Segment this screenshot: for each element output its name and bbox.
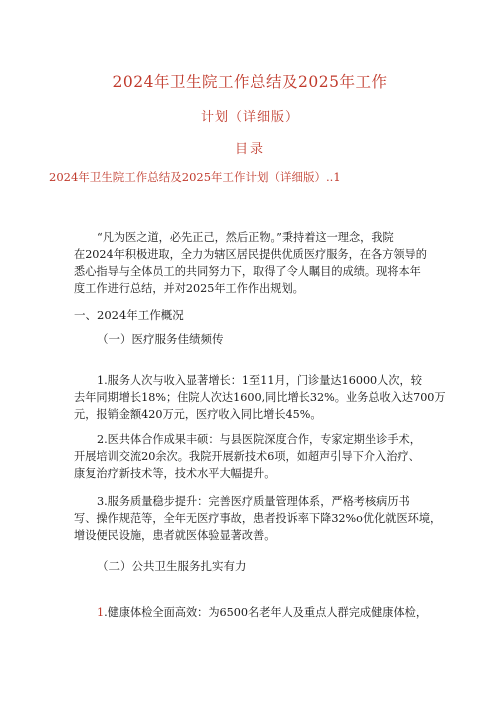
toc-entry[interactable]: 2024年卫生院工作总结及2025年工作计划（详细版）..1 [49,170,341,184]
subsection-heading-1: （一）医疗服务佳绩频传 [97,332,224,346]
item-4-paragraph [74,604,446,621]
subsection-heading-2: （二）公共卫生服务扎实有力 [97,559,247,573]
item-line: 元，报销金额420万元，医疗收入同比增长45%。 [74,408,322,421]
intro-line: “凡为医之道，必先正己，然后正物。”秉持着这一理念，我院 [97,231,394,244]
item-line: 去年同期增长18%；住院人次达1600,同比增长32%。业务总收入达700万 [74,391,446,404]
toc-heading: 目录 [234,142,265,157]
item-line: 增设便民设施，患者就医体验显著改善。 [74,529,276,542]
document-title-line2: 计划（详细版） [200,110,299,125]
item-1-paragraph [74,372,446,423]
section-heading-1: 一、2024年工作概况 [74,308,184,322]
item-line: 康复治疗新技术等，技术水平大幅提升。 [74,467,276,480]
item-number: 1 [97,606,105,619]
item-2-paragraph [74,431,446,482]
item-line: 2.医共体合作成果丰硕：与县医院深度合作，专家定期坐诊手术， [97,433,421,446]
intro-line: 在2024年积极进取，全力为辖区居民提供优质医疗服务，在各方领导的 [74,248,427,261]
intro-line: 度工作进行总结，并对2025年工作作出规划。 [74,282,304,295]
item-text: .健康体检全面高效：为6500名老年人及重点人群完成健康体检， [104,606,428,619]
item-line: 写、操作规范等，全年无医疗事故，患者投诉率下降32%o优化就医环境， [74,512,442,525]
document-title-line1: 2024年卫生院工作总结及2025年工作 [112,73,388,91]
item-line: 3.服务质量稳步提升：完善医疗质量管理体系，严格考核病历书 [97,495,410,508]
item-line [74,604,446,621]
intro-line: 悉心指导与全体员工的共同努力下，取得了令人瞩目的成绩。现将本年 [74,265,421,278]
item-3-paragraph [74,493,446,544]
item-line: 1.服务人次与收入显著增长：1至11月，门诊量达16000人次，较 [97,374,422,387]
item-line: 开展培训交流20余次。我院开展新技术6项，如超声引导下介入治疗、 [74,450,420,463]
intro-paragraph [74,229,446,297]
